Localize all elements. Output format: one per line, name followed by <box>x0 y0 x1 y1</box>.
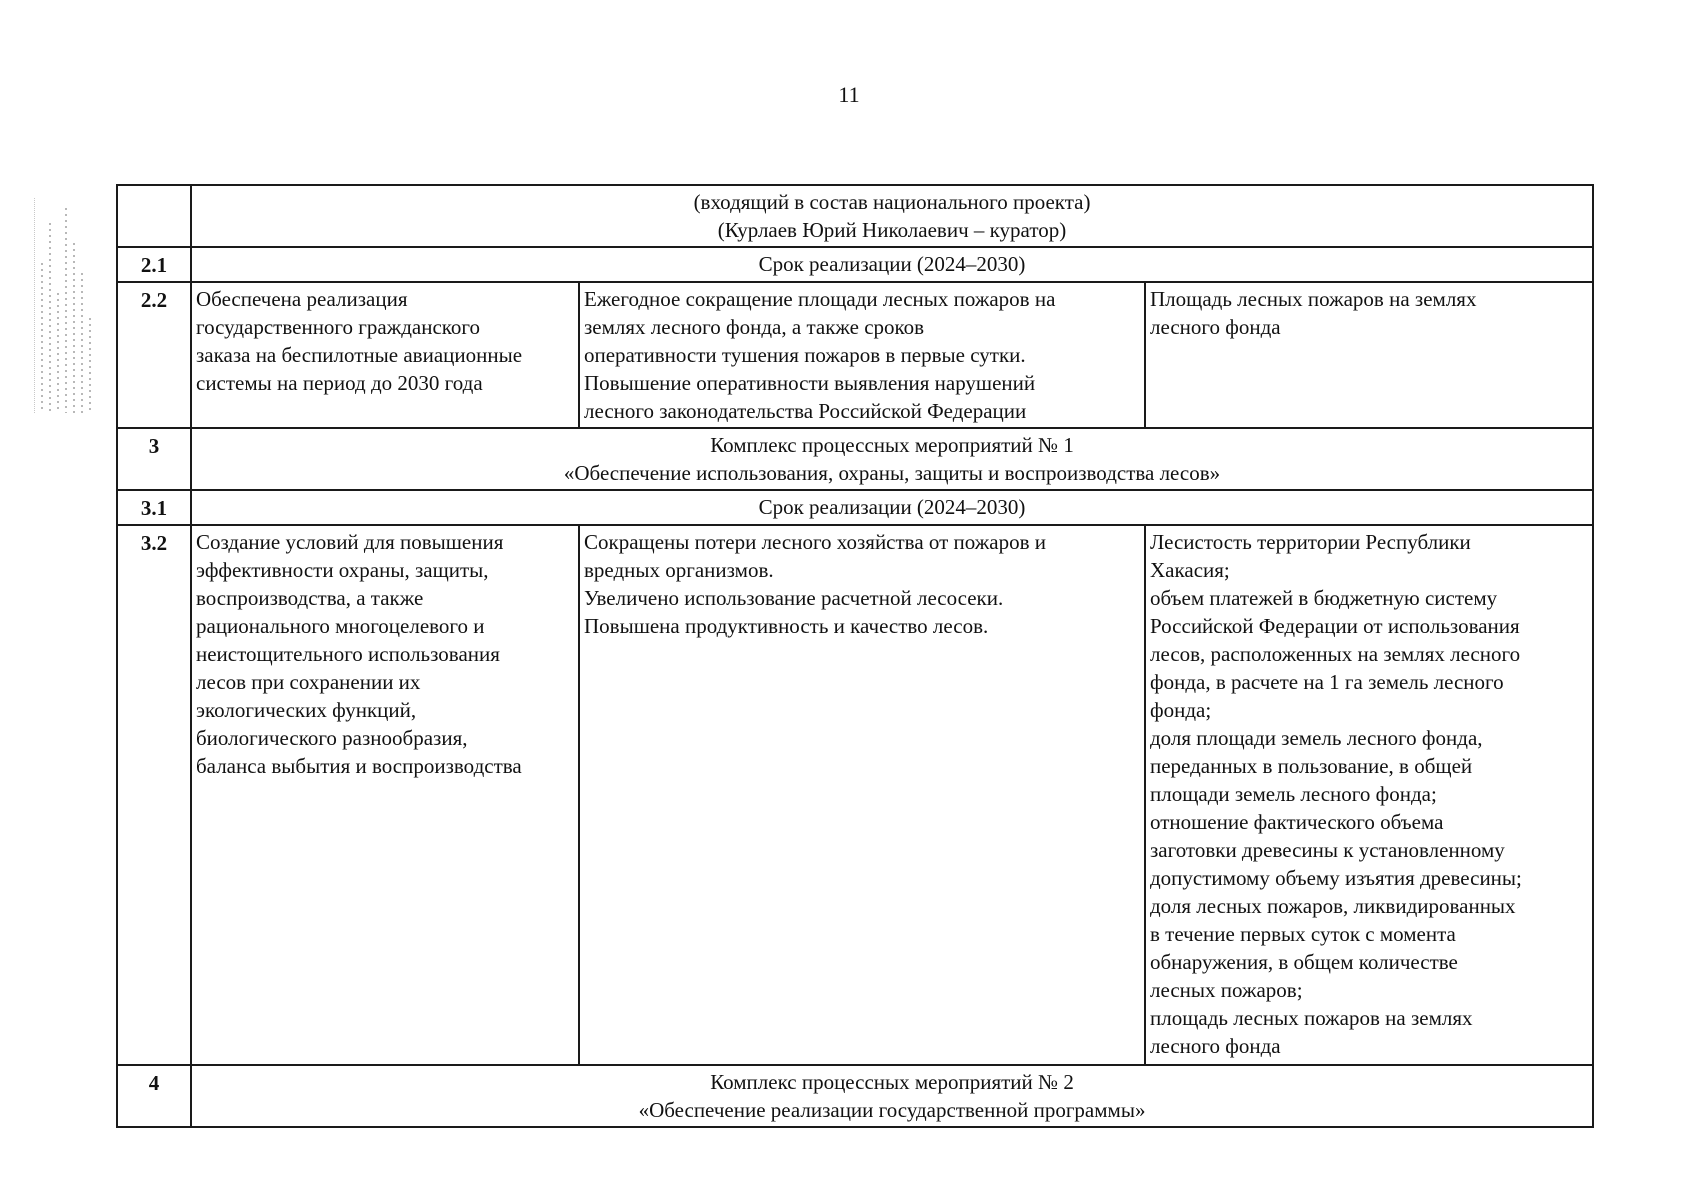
effect-cell <box>579 525 1145 1065</box>
indicator-cell <box>1145 525 1593 1065</box>
text-line: лесных пожаров; <box>1150 978 1303 1002</box>
row-number-cell <box>117 185 191 247</box>
text-line: лесного фонда <box>1150 1034 1281 1058</box>
text-line: рационального многоцелевого и <box>196 614 485 638</box>
term-line: Срок реализации (2024–2030) <box>758 252 1026 276</box>
row-number-cell: 2.1 <box>117 247 191 282</box>
text-line: системы на период до 2030 года <box>196 371 483 395</box>
text-line: Площадь лесных пожаров на землях <box>1150 287 1477 311</box>
row-number-cell: 3.1 <box>117 490 191 525</box>
table-row <box>117 490 1593 525</box>
text-line: доля лесных пожаров, ликвидированных <box>1150 894 1516 918</box>
text-line: площадь лесных пожаров на землях <box>1150 1006 1473 1030</box>
task-cell <box>191 282 579 428</box>
text-line: допустимому объему изъятия древесины; <box>1150 866 1522 890</box>
text-line: Сокращены потери лесного хозяйства от пожаров и <box>584 530 1046 554</box>
complex-title-cell <box>191 428 1593 490</box>
header-line: (входящий в состав национального проекта) <box>693 190 1091 214</box>
text-line: экологических функций, <box>196 698 417 722</box>
text-line: биологического разнообразия, <box>196 726 468 750</box>
row-number-cell: 3 <box>117 428 191 490</box>
table-row <box>117 428 1593 490</box>
text-line: Ежегодное сокращение площади лесных пожаров на <box>584 287 1056 311</box>
text-line: Повышена продуктивность и качество лесов. <box>584 614 989 638</box>
text-line: государственного гражданского <box>196 315 481 339</box>
table-row <box>117 185 1593 247</box>
text-line: баланса выбытия и воспроизводства <box>196 754 522 778</box>
text-line: вредных организмов. <box>584 558 774 582</box>
term-line: Срок реализации (2024–2030) <box>758 495 1026 519</box>
complex-line: Комплекс процессных мероприятий № 2 <box>710 1070 1074 1094</box>
text-line: лесов при сохранении их <box>196 670 421 694</box>
text-line: площади земель лесного фонда; <box>1150 782 1437 806</box>
text-line: отношение фактического объема <box>1150 810 1444 834</box>
text-line: фонда, в расчете на 1 га земель лесного <box>1150 670 1504 694</box>
table-row <box>117 247 1593 282</box>
text-line: заказа на беспилотные авиационные <box>196 343 523 367</box>
text-line: в течение первых суток с момента <box>1150 922 1456 946</box>
project-header-cell <box>191 185 1593 247</box>
text-line: лесов, расположенных на землях лесного <box>1150 642 1521 666</box>
complex-line: Комплекс процессных мероприятий № 1 <box>710 433 1074 457</box>
text-line: доля площади земель лесного фонда, <box>1150 726 1483 750</box>
text-line: Увеличено использование расчетной лесосеки. <box>584 586 1004 610</box>
text-line: лесного фонда <box>1150 315 1281 339</box>
text-line: фонда; <box>1150 698 1212 722</box>
table-row <box>117 1065 1593 1127</box>
table-row <box>117 282 1593 428</box>
row-number-cell: 2.2 <box>117 282 191 428</box>
text-line: Российской Федерации от использования <box>1150 614 1520 638</box>
text-line: переданных в пользование, в общей <box>1150 754 1473 778</box>
text-line: Обеспечена реализация <box>196 287 408 311</box>
text-line: Хакасия; <box>1150 558 1230 582</box>
text-line: Лесистость территории Республики <box>1150 530 1471 554</box>
term-cell <box>191 490 1593 525</box>
effect-cell <box>579 282 1145 428</box>
text-line: Создание условий для повышения <box>196 530 504 554</box>
complex-line: «Обеспечение использования, охраны, защиты и воспроизводства лесов» <box>563 461 1221 485</box>
row-number-cell: 4 <box>117 1065 191 1127</box>
header-line: (Курлаев Юрий Николаевич – куратор) <box>717 218 1067 242</box>
text-line: обнаружения, в общем количестве <box>1150 950 1458 974</box>
page-number: 11 <box>838 82 860 107</box>
complex-line: «Обеспечение реализации государственной программы» <box>638 1098 1146 1122</box>
task-cell <box>191 525 579 1065</box>
margin-stamp <box>34 198 97 413</box>
text-line: воспроизводства, а также <box>196 586 424 610</box>
indicator-cell <box>1145 282 1593 428</box>
table-row <box>117 525 1593 1065</box>
text-line: эффективности охраны, защиты, <box>196 558 489 582</box>
text-line: оперативности тушения пожаров в первые сутки. <box>584 343 1026 367</box>
text-line: землях лесного фонда, а также сроков <box>584 315 925 339</box>
term-cell <box>191 247 1593 282</box>
complex-title-cell <box>191 1065 1593 1127</box>
text-line: неистощительного использования <box>196 642 500 666</box>
text-line: объем платежей в бюджетную систему <box>1150 586 1498 610</box>
text-line: заготовки древесины к установленному <box>1150 838 1505 862</box>
text-line: лесного законодательства Российской Федерации <box>584 399 1027 423</box>
measures-table <box>116 184 1594 1128</box>
row-number-cell: 3.2 <box>117 525 191 1065</box>
text-line: Повышение оперативности выявления нарушений <box>584 371 1036 395</box>
